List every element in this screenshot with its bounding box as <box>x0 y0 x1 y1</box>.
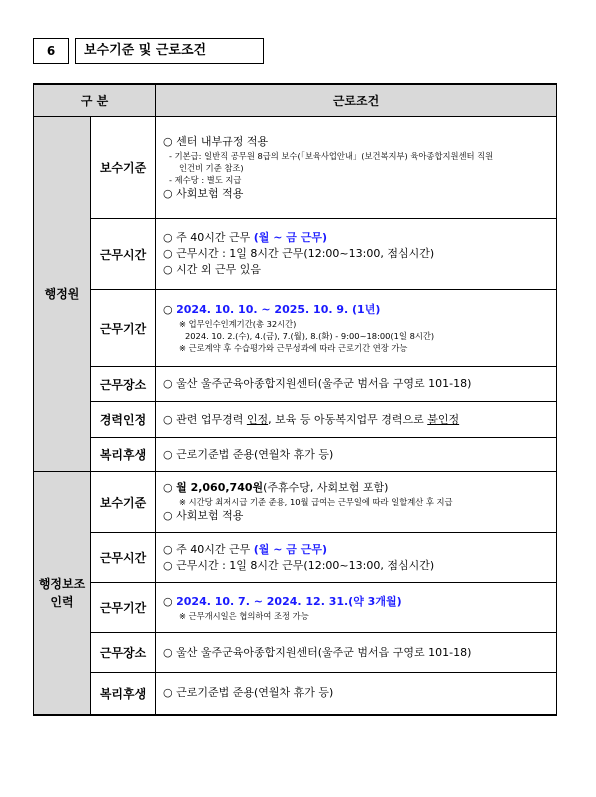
list-item: ○ 울산 울주군육아종합지원센터(울주군 범서읍 구영로 101-18) <box>163 645 472 659</box>
table-row <box>34 117 557 219</box>
bold-text: 월 2,060,740원 <box>176 481 264 494</box>
list-item <box>163 480 550 496</box>
row-content-welfare <box>156 673 557 715</box>
header-category: 구 분 <box>34 84 156 117</box>
list-item: ○ 근무시간 : 1일 8시간 근무(12:00~13:00, 점심시간) <box>163 247 435 260</box>
text: , 보육 등 아동복지업무 경력으로 <box>268 412 428 426</box>
list-item: ※ 근무개시일은 협의하여 조정 가능 <box>179 610 309 621</box>
list-item: ※ 업무인수인계기간(총 32시간) <box>179 319 297 329</box>
row-content-pay <box>156 472 557 533</box>
conditions-table <box>33 83 557 716</box>
list-item: ○ 사회보험 적용 <box>163 509 244 522</box>
list-item <box>163 230 550 246</box>
table-row <box>34 438 557 472</box>
table-row <box>34 219 557 290</box>
group-label-line: 인력 <box>50 594 74 609</box>
header-conditions: 근로조건 <box>156 84 557 117</box>
row-content-hours <box>156 219 557 290</box>
row-content-place <box>156 633 557 673</box>
list-item <box>163 594 550 610</box>
row-label-pay: 보수기준 <box>91 472 156 533</box>
table-row <box>34 533 557 583</box>
list-item <box>163 412 550 428</box>
table-row <box>34 367 557 402</box>
row-label-career: 경력인정 <box>91 402 156 438</box>
list-item: 인건비 기준 참조) <box>179 162 244 173</box>
row-label-welfare: 복리후생 <box>91 673 156 715</box>
emphasis-text: 2024. 10. 7. ~ 2024. 12. 31.(약 3개월) <box>176 594 402 608</box>
list-item: ○ 근로기준법 준용(연월차 휴가 등) <box>163 686 334 700</box>
list-item <box>163 302 550 318</box>
row-content-period <box>156 583 557 633</box>
row-label-period: 근무기간 <box>91 583 156 633</box>
emphasis-text: 2024. 10. 10. ~ 2025. 10. 9. (1년) <box>176 303 381 316</box>
text: ○ <box>163 481 177 494</box>
section-title: 보수기준 및 근로조건 <box>75 38 264 64</box>
row-content-period <box>156 290 557 367</box>
list-item: ※ 근로계약 후 수습평가와 근무성과에 따라 근로기간 연장 가능 <box>179 343 408 353</box>
row-label-period: 근무기간 <box>91 290 156 367</box>
row-label-welfare: 복리후생 <box>91 438 156 472</box>
table-header-row <box>34 84 557 117</box>
row-content-pay <box>156 117 557 219</box>
emphasis-text: (월 ~ 금 근무) <box>253 542 327 556</box>
list-item: ○ 근무시간 : 1일 8시간 근무(12:00~13:00, 점심시간) <box>163 558 435 572</box>
table-row <box>34 633 557 673</box>
table-row <box>34 290 557 367</box>
table-row <box>34 402 557 438</box>
text: ○ <box>163 594 177 608</box>
list-item: - 기본급: 일반직 공무원 8급의 보수(「보육사업안내」(보건복지부) 육아종합지원센터 직원 <box>169 150 494 161</box>
list-item: ○ 센터 내부규정 적용 <box>163 134 269 148</box>
underlined-text: 인정 <box>246 412 269 426</box>
underlined-text: 불인정 <box>427 412 460 426</box>
list-item: ○ 근로기준법 준용(연월차 휴가 등) <box>163 447 334 461</box>
table-row <box>34 583 557 633</box>
group-admin: 행정원 <box>34 117 91 472</box>
row-label-hours: 근무시간 <box>91 533 156 583</box>
group-label-line: 행정보조 <box>38 576 86 591</box>
section-number: 6 <box>33 38 69 64</box>
emphasis-text: (월 ~ 금 근무) <box>253 231 327 244</box>
text: (주휴수당, 사회보험 포함) <box>263 481 389 494</box>
row-label-place: 근무장소 <box>91 633 156 673</box>
list-item: ○ 울산 울주군육아종합지원센터(울주군 범서읍 구영로 101-18) <box>163 377 472 390</box>
list-item <box>163 542 550 558</box>
text: ○ 관련 업무경력 <box>163 412 247 426</box>
list-item: ※ 시간당 최저시급 기준 준용, 10월 급여는 근무일에 따라 일할계산 후 지급 <box>179 497 453 507</box>
list-item: - 제수당 : 별도 지급 <box>169 174 242 185</box>
list-item: 2024. 10. 2.(수), 4.(금), 7.(월), 8.(화) - 9:00~18:00(1일 8시간) <box>185 331 435 341</box>
text: ○ <box>163 303 177 316</box>
group-assist <box>34 472 91 715</box>
text: ○ 주 40시간 근무 <box>163 542 254 556</box>
row-content-career <box>156 402 557 438</box>
list-item: ○ 사회보험 적용 <box>163 186 244 200</box>
table-row <box>34 673 557 715</box>
row-content-place <box>156 367 557 402</box>
row-label-hours: 근무시간 <box>91 219 156 290</box>
list-item: ○ 시간 외 근무 있음 <box>163 263 261 276</box>
row-content-hours <box>156 533 557 583</box>
text: ○ 주 40시간 근무 <box>163 231 254 244</box>
row-label-place: 근무장소 <box>91 367 156 402</box>
row-label-pay: 보수기준 <box>91 117 156 219</box>
table-row <box>34 472 557 533</box>
row-content-welfare <box>156 438 557 472</box>
